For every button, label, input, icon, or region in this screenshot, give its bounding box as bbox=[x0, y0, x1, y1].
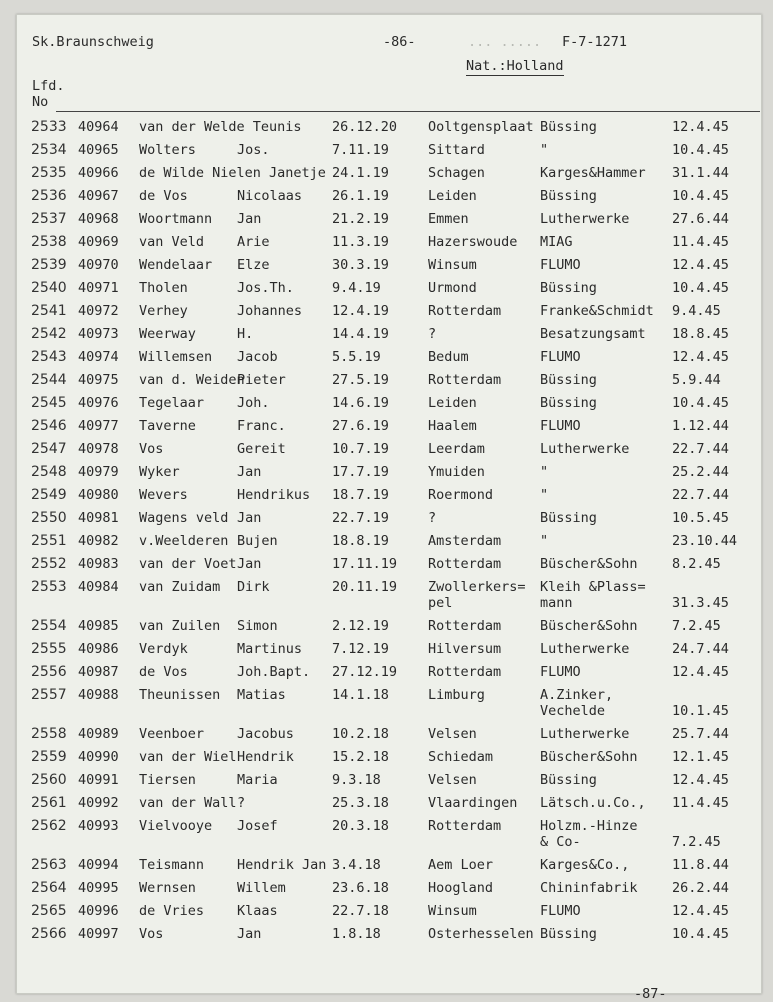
cell-no: 40981 bbox=[78, 510, 119, 526]
cell-firm: FLUMO bbox=[540, 418, 581, 434]
document-page bbox=[16, 14, 762, 994]
cell-last: van Veld bbox=[139, 234, 205, 250]
cell-first: Hendrikus bbox=[237, 487, 311, 503]
cell-end: 11.4.45 bbox=[672, 234, 729, 250]
cell-end: 1.12.44 bbox=[672, 418, 729, 434]
cell-firm: " bbox=[540, 533, 549, 549]
cell-last: Tegelaar bbox=[139, 395, 205, 411]
cell-first: Jan bbox=[237, 926, 262, 942]
cell-place: Leiden bbox=[428, 395, 477, 411]
cell-no: 40982 bbox=[78, 533, 119, 549]
cell-firm: Büssing bbox=[540, 772, 597, 788]
cell-first: Jos.Th. bbox=[237, 280, 294, 296]
cell-lfd: 2548 bbox=[31, 464, 67, 480]
cell-lfd: 2538 bbox=[31, 234, 67, 250]
cell-date: 22.7.19 bbox=[332, 510, 389, 526]
cell-place: Amsterdam bbox=[428, 533, 502, 549]
cell-lfd: 2556 bbox=[31, 664, 67, 680]
cell-date: 17.7.19 bbox=[332, 464, 389, 480]
cell-firm: Lätsch.u.Co., bbox=[540, 795, 646, 811]
cell-firm: FLUMO bbox=[540, 257, 581, 273]
cell-date: 30.3.19 bbox=[332, 257, 389, 273]
cell-date: 7.12.19 bbox=[332, 641, 389, 657]
cell-firm: " bbox=[540, 464, 549, 480]
column-header-no: No bbox=[32, 94, 49, 110]
cell-last: Wendelaar bbox=[139, 257, 213, 273]
cell-last: de Vos bbox=[139, 664, 188, 680]
cell-first: H. bbox=[237, 326, 254, 342]
cell-firm: Büssing bbox=[540, 510, 597, 526]
cell-end: 11.8.44 bbox=[672, 857, 729, 873]
cell-firm: Büscher&Sohn bbox=[540, 618, 638, 634]
cell-last: de Wilde Nielen Janetje bbox=[139, 165, 326, 181]
cell-no: 40974 bbox=[78, 349, 119, 365]
cell-firm: Büssing bbox=[540, 119, 597, 135]
cell-lfd: 2550 bbox=[31, 510, 67, 526]
cell-no: 40983 bbox=[78, 556, 119, 572]
cell-place: Urmond bbox=[428, 280, 477, 296]
cell-lfd: 2566 bbox=[31, 926, 67, 942]
cell-last: Vos bbox=[139, 926, 164, 942]
cell-end: 12.4.45 bbox=[672, 772, 729, 788]
cell-firm: Franke&Schmidt bbox=[540, 303, 654, 319]
cell-first: Jan bbox=[237, 556, 262, 572]
cell-last: van der Wiel bbox=[139, 749, 237, 765]
cell-no: 40978 bbox=[78, 441, 119, 457]
cell-end-continued: 31.3.45 bbox=[672, 595, 729, 611]
cell-last: van der Welde Teunis bbox=[139, 119, 302, 135]
cell-lfd: 2541 bbox=[31, 303, 67, 319]
cell-firm: A.Zinker, bbox=[540, 687, 614, 703]
cell-date: 7.11.19 bbox=[332, 142, 389, 158]
cell-last: van d. Weiden bbox=[139, 372, 245, 388]
cell-first: Gereit bbox=[237, 441, 286, 457]
cell-date: 21.2.19 bbox=[332, 211, 389, 227]
cell-end: 25.2.44 bbox=[672, 464, 729, 480]
cell-lfd: 2561 bbox=[31, 795, 67, 811]
cell-end: 7.2.45 bbox=[672, 618, 721, 634]
cell-lfd: 2537 bbox=[31, 211, 67, 227]
cell-lfd: 2557 bbox=[31, 687, 67, 703]
cell-first: Matias bbox=[237, 687, 286, 703]
cell-no: 40987 bbox=[78, 664, 119, 680]
page-number: -86- bbox=[383, 34, 416, 50]
cell-firm: Büssing bbox=[540, 188, 597, 204]
cell-firm-continued: & Co- bbox=[540, 834, 581, 850]
cell-no: 40977 bbox=[78, 418, 119, 434]
cell-end: 31.1.44 bbox=[672, 165, 729, 181]
cell-firm: Chininfabrik bbox=[540, 880, 638, 896]
cell-end: 10.4.45 bbox=[672, 395, 729, 411]
cell-lfd: 2539 bbox=[31, 257, 67, 273]
cell-no: 40968 bbox=[78, 211, 119, 227]
cell-place: Rotterdam bbox=[428, 618, 502, 634]
cell-place: Haalem bbox=[428, 418, 477, 434]
cell-no: 40994 bbox=[78, 857, 119, 873]
cell-lfd: 2549 bbox=[31, 487, 67, 503]
cell-no: 40979 bbox=[78, 464, 119, 480]
cell-first: Bujen bbox=[237, 533, 278, 549]
cell-end: 10.5.45 bbox=[672, 510, 729, 526]
cell-first: Dirk bbox=[237, 579, 270, 595]
cell-date: 9.3.18 bbox=[332, 772, 381, 788]
cell-date: 20.11.19 bbox=[332, 579, 398, 595]
cell-first: Klaas bbox=[237, 903, 278, 919]
cell-last: Weerway bbox=[139, 326, 196, 342]
cell-date: 1.8.18 bbox=[332, 926, 381, 942]
cell-firm: " bbox=[540, 487, 549, 503]
cell-place: Leiden bbox=[428, 188, 477, 204]
cell-first: Joh. bbox=[237, 395, 270, 411]
cell-lfd: 2552 bbox=[31, 556, 67, 572]
cell-date: 22.7.18 bbox=[332, 903, 389, 919]
cell-date: 23.6.18 bbox=[332, 880, 389, 896]
cell-last: van Zuilen bbox=[139, 618, 221, 634]
cell-last: Tiersen bbox=[139, 772, 196, 788]
column-header bbox=[32, 78, 65, 110]
cell-firm: Kleih &Plass= bbox=[540, 579, 646, 595]
cell-end: 24.7.44 bbox=[672, 641, 729, 657]
cell-date: 26.12.20 bbox=[332, 119, 398, 135]
cell-date: 27.5.19 bbox=[332, 372, 389, 388]
cell-no: 40973 bbox=[78, 326, 119, 342]
cell-date: 15.2.18 bbox=[332, 749, 389, 765]
cell-place-continued: pel bbox=[428, 595, 453, 611]
file-code: F-7-1271 bbox=[562, 34, 628, 50]
next-page-number: -87- bbox=[634, 986, 667, 1002]
cell-no: 40975 bbox=[78, 372, 119, 388]
cell-last: de Vos bbox=[139, 188, 188, 204]
cell-end: 12.4.45 bbox=[672, 257, 729, 273]
cell-end: 10.4.45 bbox=[672, 142, 729, 158]
cell-last: Wernsen bbox=[139, 880, 196, 896]
column-header-lfd: Lfd. bbox=[32, 78, 65, 94]
cell-no: 40995 bbox=[78, 880, 119, 896]
cell-no: 40971 bbox=[78, 280, 119, 296]
cell-firm: Lutherwerke bbox=[540, 726, 630, 742]
cell-last: Verhey bbox=[139, 303, 188, 319]
cell-last: van der Wall bbox=[139, 795, 237, 811]
cell-place: Bedum bbox=[428, 349, 469, 365]
cell-no: 40992 bbox=[78, 795, 119, 811]
cell-firm: FLUMO bbox=[540, 903, 581, 919]
cell-last: Taverne bbox=[139, 418, 196, 434]
cell-lfd: 2544 bbox=[31, 372, 67, 388]
cell-lfd: 2559 bbox=[31, 749, 67, 765]
cell-firm: Büscher&Sohn bbox=[540, 749, 638, 765]
cell-last: Vielvooye bbox=[139, 818, 213, 834]
cell-end: 12.4.45 bbox=[672, 664, 729, 680]
cell-no: 40988 bbox=[78, 687, 119, 703]
cell-no: 40984 bbox=[78, 579, 119, 595]
cell-first: Maria bbox=[237, 772, 278, 788]
cell-no: 40966 bbox=[78, 165, 119, 181]
cell-no: 40997 bbox=[78, 926, 119, 942]
camp-location: Sk.Braunschweig bbox=[32, 34, 154, 50]
cell-place: Emmen bbox=[428, 211, 469, 227]
cell-place: Winsum bbox=[428, 257, 477, 273]
cell-date: 5.5.19 bbox=[332, 349, 381, 365]
cell-place: Schiedam bbox=[428, 749, 494, 765]
cell-lfd: 2564 bbox=[31, 880, 67, 896]
cell-firm: Büssing bbox=[540, 372, 597, 388]
cell-firm-continued: mann bbox=[540, 595, 573, 611]
nationality-wrapper bbox=[466, 58, 564, 74]
cell-place: ? bbox=[428, 510, 437, 526]
cell-place: Osterhesselen bbox=[428, 926, 534, 942]
cell-no: 40976 bbox=[78, 395, 119, 411]
cell-firm: " bbox=[540, 142, 549, 158]
cell-no: 40965 bbox=[78, 142, 119, 158]
cell-date: 18.8.19 bbox=[332, 533, 389, 549]
cell-end: 10.4.45 bbox=[672, 280, 729, 296]
cell-first: Jan bbox=[237, 211, 262, 227]
cell-lfd: 2565 bbox=[31, 903, 67, 919]
cell-lfd: 2547 bbox=[31, 441, 67, 457]
cell-place: Aem Loer bbox=[428, 857, 494, 873]
cell-end: 23.10.44 bbox=[672, 533, 738, 549]
cell-no: 40967 bbox=[78, 188, 119, 204]
cell-end: 25.7.44 bbox=[672, 726, 729, 742]
cell-place: Hilversum bbox=[428, 641, 502, 657]
nationality-label: Nat.:Holland bbox=[466, 58, 564, 74]
cell-lfd: 2551 bbox=[31, 533, 67, 549]
cell-date: 25.3.18 bbox=[332, 795, 389, 811]
cell-end: 26.2.44 bbox=[672, 880, 729, 896]
cell-lfd: 2555 bbox=[31, 641, 67, 657]
cell-lfd: 2533 bbox=[31, 119, 67, 135]
cell-place: Ooltgensplaat bbox=[428, 119, 534, 135]
cell-no: 40996 bbox=[78, 903, 119, 919]
cell-place: Rotterdam bbox=[428, 556, 502, 572]
cell-first: Hendrik Jan bbox=[237, 857, 327, 873]
cell-date: 27.12.19 bbox=[332, 664, 398, 680]
cell-end: 27.6.44 bbox=[672, 211, 729, 227]
cell-lfd: 2534 bbox=[31, 142, 67, 158]
cell-place: Ymuiden bbox=[428, 464, 485, 480]
cell-first: Willem bbox=[237, 880, 286, 896]
cell-end-continued: 10.1.45 bbox=[672, 703, 729, 719]
cell-firm-continued: Vechelde bbox=[540, 703, 606, 719]
cell-firm: Besatzungsamt bbox=[540, 326, 646, 342]
cell-place: Hazerswoude bbox=[428, 234, 518, 250]
cell-lfd: 2563 bbox=[31, 857, 67, 873]
cell-first: Jan bbox=[237, 464, 262, 480]
header-rule bbox=[56, 111, 760, 112]
cell-firm: Karges&Co., bbox=[540, 857, 630, 873]
cell-place: Hoogland bbox=[428, 880, 494, 896]
cell-lfd: 2546 bbox=[31, 418, 67, 434]
cell-last: Teismann bbox=[139, 857, 205, 873]
cell-end: 12.4.45 bbox=[672, 349, 729, 365]
cell-no: 40986 bbox=[78, 641, 119, 657]
cell-first: Pieter bbox=[237, 372, 286, 388]
cell-date: 12.4.19 bbox=[332, 303, 389, 319]
cell-end: 10.4.45 bbox=[672, 926, 729, 942]
cell-lfd: 2536 bbox=[31, 188, 67, 204]
cell-no: 40969 bbox=[78, 234, 119, 250]
cell-first: Joh.Bapt. bbox=[237, 664, 311, 680]
cell-place: Leerdam bbox=[428, 441, 485, 457]
cell-place: Rotterdam bbox=[428, 818, 502, 834]
cell-last: de Vries bbox=[139, 903, 205, 919]
cell-date: 3.4.18 bbox=[332, 857, 381, 873]
cell-lfd: 2560 bbox=[31, 772, 67, 788]
cell-firm: Lutherwerke bbox=[540, 211, 630, 227]
cell-date: 17.11.19 bbox=[332, 556, 398, 572]
cell-place: Limburg bbox=[428, 687, 485, 703]
cell-end: 22.7.44 bbox=[672, 487, 729, 503]
cell-firm: Lutherwerke bbox=[540, 441, 630, 457]
cell-no: 40972 bbox=[78, 303, 119, 319]
cell-date: 14.6.19 bbox=[332, 395, 389, 411]
cell-place: Velsen bbox=[428, 726, 477, 742]
cell-last: Vos bbox=[139, 441, 164, 457]
cell-first: Franc. bbox=[237, 418, 286, 434]
cell-end: 12.4.45 bbox=[672, 119, 729, 135]
cell-first: Simon bbox=[237, 618, 278, 634]
cell-last: Tholen bbox=[139, 280, 188, 296]
cell-place: ? bbox=[428, 326, 437, 342]
cell-firm: Büssing bbox=[540, 926, 597, 942]
cell-last: Verdyk bbox=[139, 641, 188, 657]
cell-last: Willemsen bbox=[139, 349, 213, 365]
cell-first: Jacob bbox=[237, 349, 278, 365]
cell-end: 11.4.45 bbox=[672, 795, 729, 811]
cell-firm: Büssing bbox=[540, 395, 597, 411]
cell-no: 40991 bbox=[78, 772, 119, 788]
faint-overtyped-text: ... ..... bbox=[468, 34, 542, 50]
cell-date: 14.1.18 bbox=[332, 687, 389, 703]
cell-date: 18.7.19 bbox=[332, 487, 389, 503]
cell-place: Zwollerkers= bbox=[428, 579, 526, 595]
cell-first: Johannes bbox=[237, 303, 303, 319]
cell-date: 27.6.19 bbox=[332, 418, 389, 434]
cell-end: 12.4.45 bbox=[672, 903, 729, 919]
cell-last: Wagens veld bbox=[139, 510, 229, 526]
cell-place: Rotterdam bbox=[428, 303, 502, 319]
cell-place: Vlaardingen bbox=[428, 795, 518, 811]
cell-first: Josef bbox=[237, 818, 278, 834]
cell-end: 9.4.45 bbox=[672, 303, 721, 319]
cell-no: 40964 bbox=[78, 119, 119, 135]
cell-no: 40990 bbox=[78, 749, 119, 765]
cell-end: 18.8.45 bbox=[672, 326, 729, 342]
cell-last: v.Weelderen bbox=[139, 533, 229, 549]
cell-last: van der Voet bbox=[139, 556, 237, 572]
cell-place: Roermond bbox=[428, 487, 494, 503]
cell-firm: MIAG bbox=[540, 234, 573, 250]
cell-lfd: 2543 bbox=[31, 349, 67, 365]
cell-lfd: 2545 bbox=[31, 395, 67, 411]
cell-firm: Büscher&Sohn bbox=[540, 556, 638, 572]
cell-end: 22.7.44 bbox=[672, 441, 729, 457]
cell-lfd: 2558 bbox=[31, 726, 67, 742]
cell-firm: Karges&Hammer bbox=[540, 165, 646, 181]
cell-firm: FLUMO bbox=[540, 664, 581, 680]
cell-last: van Zuidam bbox=[139, 579, 221, 595]
cell-place: Schagen bbox=[428, 165, 485, 181]
cell-last: Woortmann bbox=[139, 211, 213, 227]
cell-no: 40989 bbox=[78, 726, 119, 742]
cell-end: 10.4.45 bbox=[672, 188, 729, 204]
cell-date: 24.1.19 bbox=[332, 165, 389, 181]
cell-lfd: 2553 bbox=[31, 579, 67, 595]
cell-place: Winsum bbox=[428, 903, 477, 919]
cell-lfd: 2554 bbox=[31, 618, 67, 634]
cell-place: Rotterdam bbox=[428, 372, 502, 388]
cell-first: Martinus bbox=[237, 641, 303, 657]
cell-first: Elze bbox=[237, 257, 270, 273]
cell-end: 5.9.44 bbox=[672, 372, 721, 388]
cell-first: Jos. bbox=[237, 142, 270, 158]
cell-no: 40970 bbox=[78, 257, 119, 273]
cell-no: 40985 bbox=[78, 618, 119, 634]
cell-end: 12.1.45 bbox=[672, 749, 729, 765]
cell-first: Hendrik bbox=[237, 749, 294, 765]
cell-last: Wevers bbox=[139, 487, 188, 503]
cell-date: 9.4.19 bbox=[332, 280, 381, 296]
cell-place: Sittard bbox=[428, 142, 485, 158]
cell-lfd: 2542 bbox=[31, 326, 67, 342]
cell-first: ? bbox=[237, 795, 246, 811]
cell-date: 10.2.18 bbox=[332, 726, 389, 742]
cell-lfd: 2540 bbox=[31, 280, 67, 296]
cell-date: 26.1.19 bbox=[332, 188, 389, 204]
cell-first: Jan bbox=[237, 510, 262, 526]
cell-firm: FLUMO bbox=[540, 349, 581, 365]
cell-firm: Holzm.-Hinze bbox=[540, 818, 638, 834]
cell-place: Rotterdam bbox=[428, 664, 502, 680]
cell-last: Theunissen bbox=[139, 687, 221, 703]
cell-place: Velsen bbox=[428, 772, 477, 788]
cell-date: 14.4.19 bbox=[332, 326, 389, 342]
cell-lfd: 2562 bbox=[31, 818, 67, 834]
cell-date: 20.3.18 bbox=[332, 818, 389, 834]
cell-date: 2.12.19 bbox=[332, 618, 389, 634]
cell-last: Veenboer bbox=[139, 726, 205, 742]
cell-first: Jacobus bbox=[237, 726, 294, 742]
cell-no: 40980 bbox=[78, 487, 119, 503]
cell-end-continued: 7.2.45 bbox=[672, 834, 721, 850]
cell-first: Nicolaas bbox=[237, 188, 303, 204]
cell-date: 11.3.19 bbox=[332, 234, 389, 250]
cell-no: 40993 bbox=[78, 818, 119, 834]
cell-lfd: 2535 bbox=[31, 165, 67, 181]
cell-end: 8.2.45 bbox=[672, 556, 721, 572]
cell-last: Wyker bbox=[139, 464, 180, 480]
cell-firm: Büssing bbox=[540, 280, 597, 296]
cell-date: 10.7.19 bbox=[332, 441, 389, 457]
cell-firm: Lutherwerke bbox=[540, 641, 630, 657]
cell-first: Arie bbox=[237, 234, 270, 250]
cell-last: Wolters bbox=[139, 142, 196, 158]
